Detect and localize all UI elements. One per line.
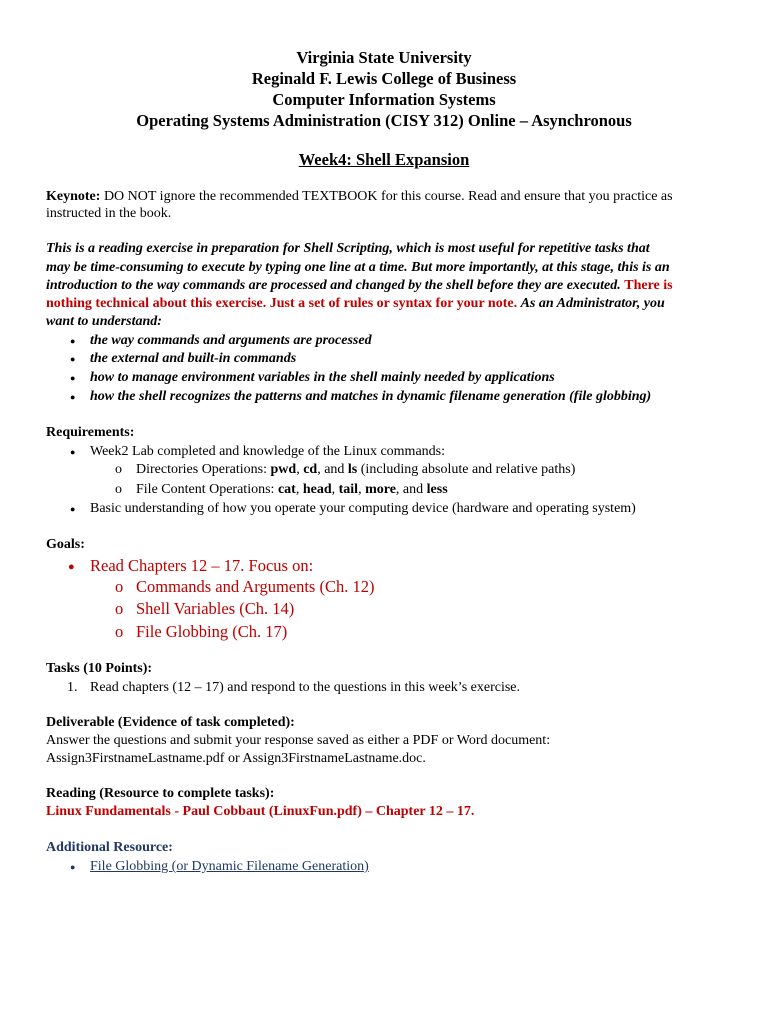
keynote-label: Keynote: — [46, 189, 101, 204]
intro-line4-highlight: nothing technical about this exercise. Just a set of rules or syntax for your note. — [46, 296, 518, 311]
intro-line1: This is a reading exercise in preparation for Shell Scripting, which is most useful for repetitive tasks that — [46, 241, 650, 256]
separator: , and — [317, 462, 345, 477]
command-tail: tail — [338, 482, 359, 497]
task-item: Read chapters (12 – 17) and respond to the questions in this week’s exercise. — [90, 680, 521, 695]
command-pwd: pwd — [270, 462, 297, 477]
intro-line2: may be time-consuming to execute by typing one line at a time. But more importantly, at this stage, this is an — [46, 260, 670, 275]
keynote-line2: instructed in the book. — [46, 206, 172, 221]
reading-resource: Linux Fundamentals - Paul Cobbaut (LinuxFun.pdf) – Chapter 12 – 17. — [46, 804, 475, 819]
requirement-subitem — [136, 481, 448, 499]
separator: , — [295, 482, 300, 497]
additional-heading: Additional Resource: — [46, 840, 173, 855]
reading-heading: Reading (Resource to complete tasks): — [46, 786, 275, 801]
deliverable-line2: Assign3FirstnameLastname.pdf or Assign3FirstnameLastname.doc. — [46, 751, 426, 766]
requirements-heading: Requirements: — [46, 425, 135, 440]
command-cd: cd — [303, 462, 318, 477]
page-title: Week4: Shell Expansion — [298, 150, 470, 169]
separator: , — [358, 482, 362, 497]
intro-line5: want to understand: — [46, 314, 162, 329]
file-globbing-link[interactable]: File Globbing (or Dynamic Filename Generation) — [90, 859, 369, 874]
separator: , and — [395, 482, 424, 497]
command-ls: ls — [347, 462, 358, 477]
additional-item — [90, 858, 369, 876]
sub-prefix: Directories Operations: — [136, 462, 268, 477]
intro-line3-text: introduction to the way commands are processed and changed by the shell before they are executed. — [46, 278, 621, 293]
command-less: less — [426, 482, 448, 497]
requirement-item: ● Week2 Lab completed and knowledge of the Linux commands: — [90, 443, 445, 461]
goal-item: ● Read Chapters 12 – 17. Focus on: — [90, 555, 313, 576]
intro-bullet: ● the way commands and arguments are processed — [90, 332, 372, 350]
task-number: 1. — [67, 680, 78, 695]
goal-subitem: o Commands and Arguments (Ch. 12) — [136, 576, 374, 597]
command-cat: cat — [277, 482, 296, 497]
tasks-heading: Tasks (10 Points): — [46, 661, 153, 676]
separator: , — [331, 482, 336, 497]
separator: , — [296, 462, 300, 477]
command-more: more — [365, 482, 396, 497]
college-name: Reginald F. Lewis College of Business — [251, 69, 517, 88]
page-title-wrap — [0, 150, 768, 170]
course-name: Operating Systems Administration (CISY 312) Online – Asynchronous — [136, 111, 632, 130]
intro-line4 — [46, 295, 665, 313]
goal-subitem: o File Globbing (Ch. 17) — [136, 621, 287, 642]
command-head: head — [302, 482, 332, 497]
sub-suffix: (including absolute and relative paths) — [360, 462, 576, 477]
keynote-line1 — [46, 188, 673, 206]
keynote-text: DO NOT ignore the recommended TEXTBOOK for this course. Read and ensure that you practice as — [103, 189, 673, 204]
deliverable-heading: Deliverable (Evidence of task completed): — [46, 715, 295, 730]
goal-subitem: o Shell Variables (Ch. 14) — [136, 598, 294, 619]
requirement-item: ● Basic understanding of how you operate your computing device (hardware and operating system) — [90, 500, 636, 518]
deliverable-line1: Answer the questions and submit your response saved as either a PDF or Word document: — [46, 733, 551, 748]
intro-bullet: ● the external and built-in commands — [90, 350, 296, 368]
goals-heading: Goals: — [46, 537, 85, 552]
intro-bullet: ● how to manage environment variables in the shell mainly needed by applications — [90, 369, 555, 387]
sub-prefix: File Content Operations: — [136, 482, 275, 497]
university-name: Virginia State University — [296, 48, 472, 67]
intro-line3 — [46, 277, 673, 295]
requirement-subitem — [136, 461, 575, 479]
intro-line3-highlight: There is — [624, 278, 673, 293]
intro-bullet: ● how the shell recognizes the patterns and matches in dynamic filename generation (file globbing) — [90, 388, 651, 406]
department-name: Computer Information Systems — [272, 90, 496, 109]
intro-line4-text: As an Administrator, you — [520, 296, 665, 311]
